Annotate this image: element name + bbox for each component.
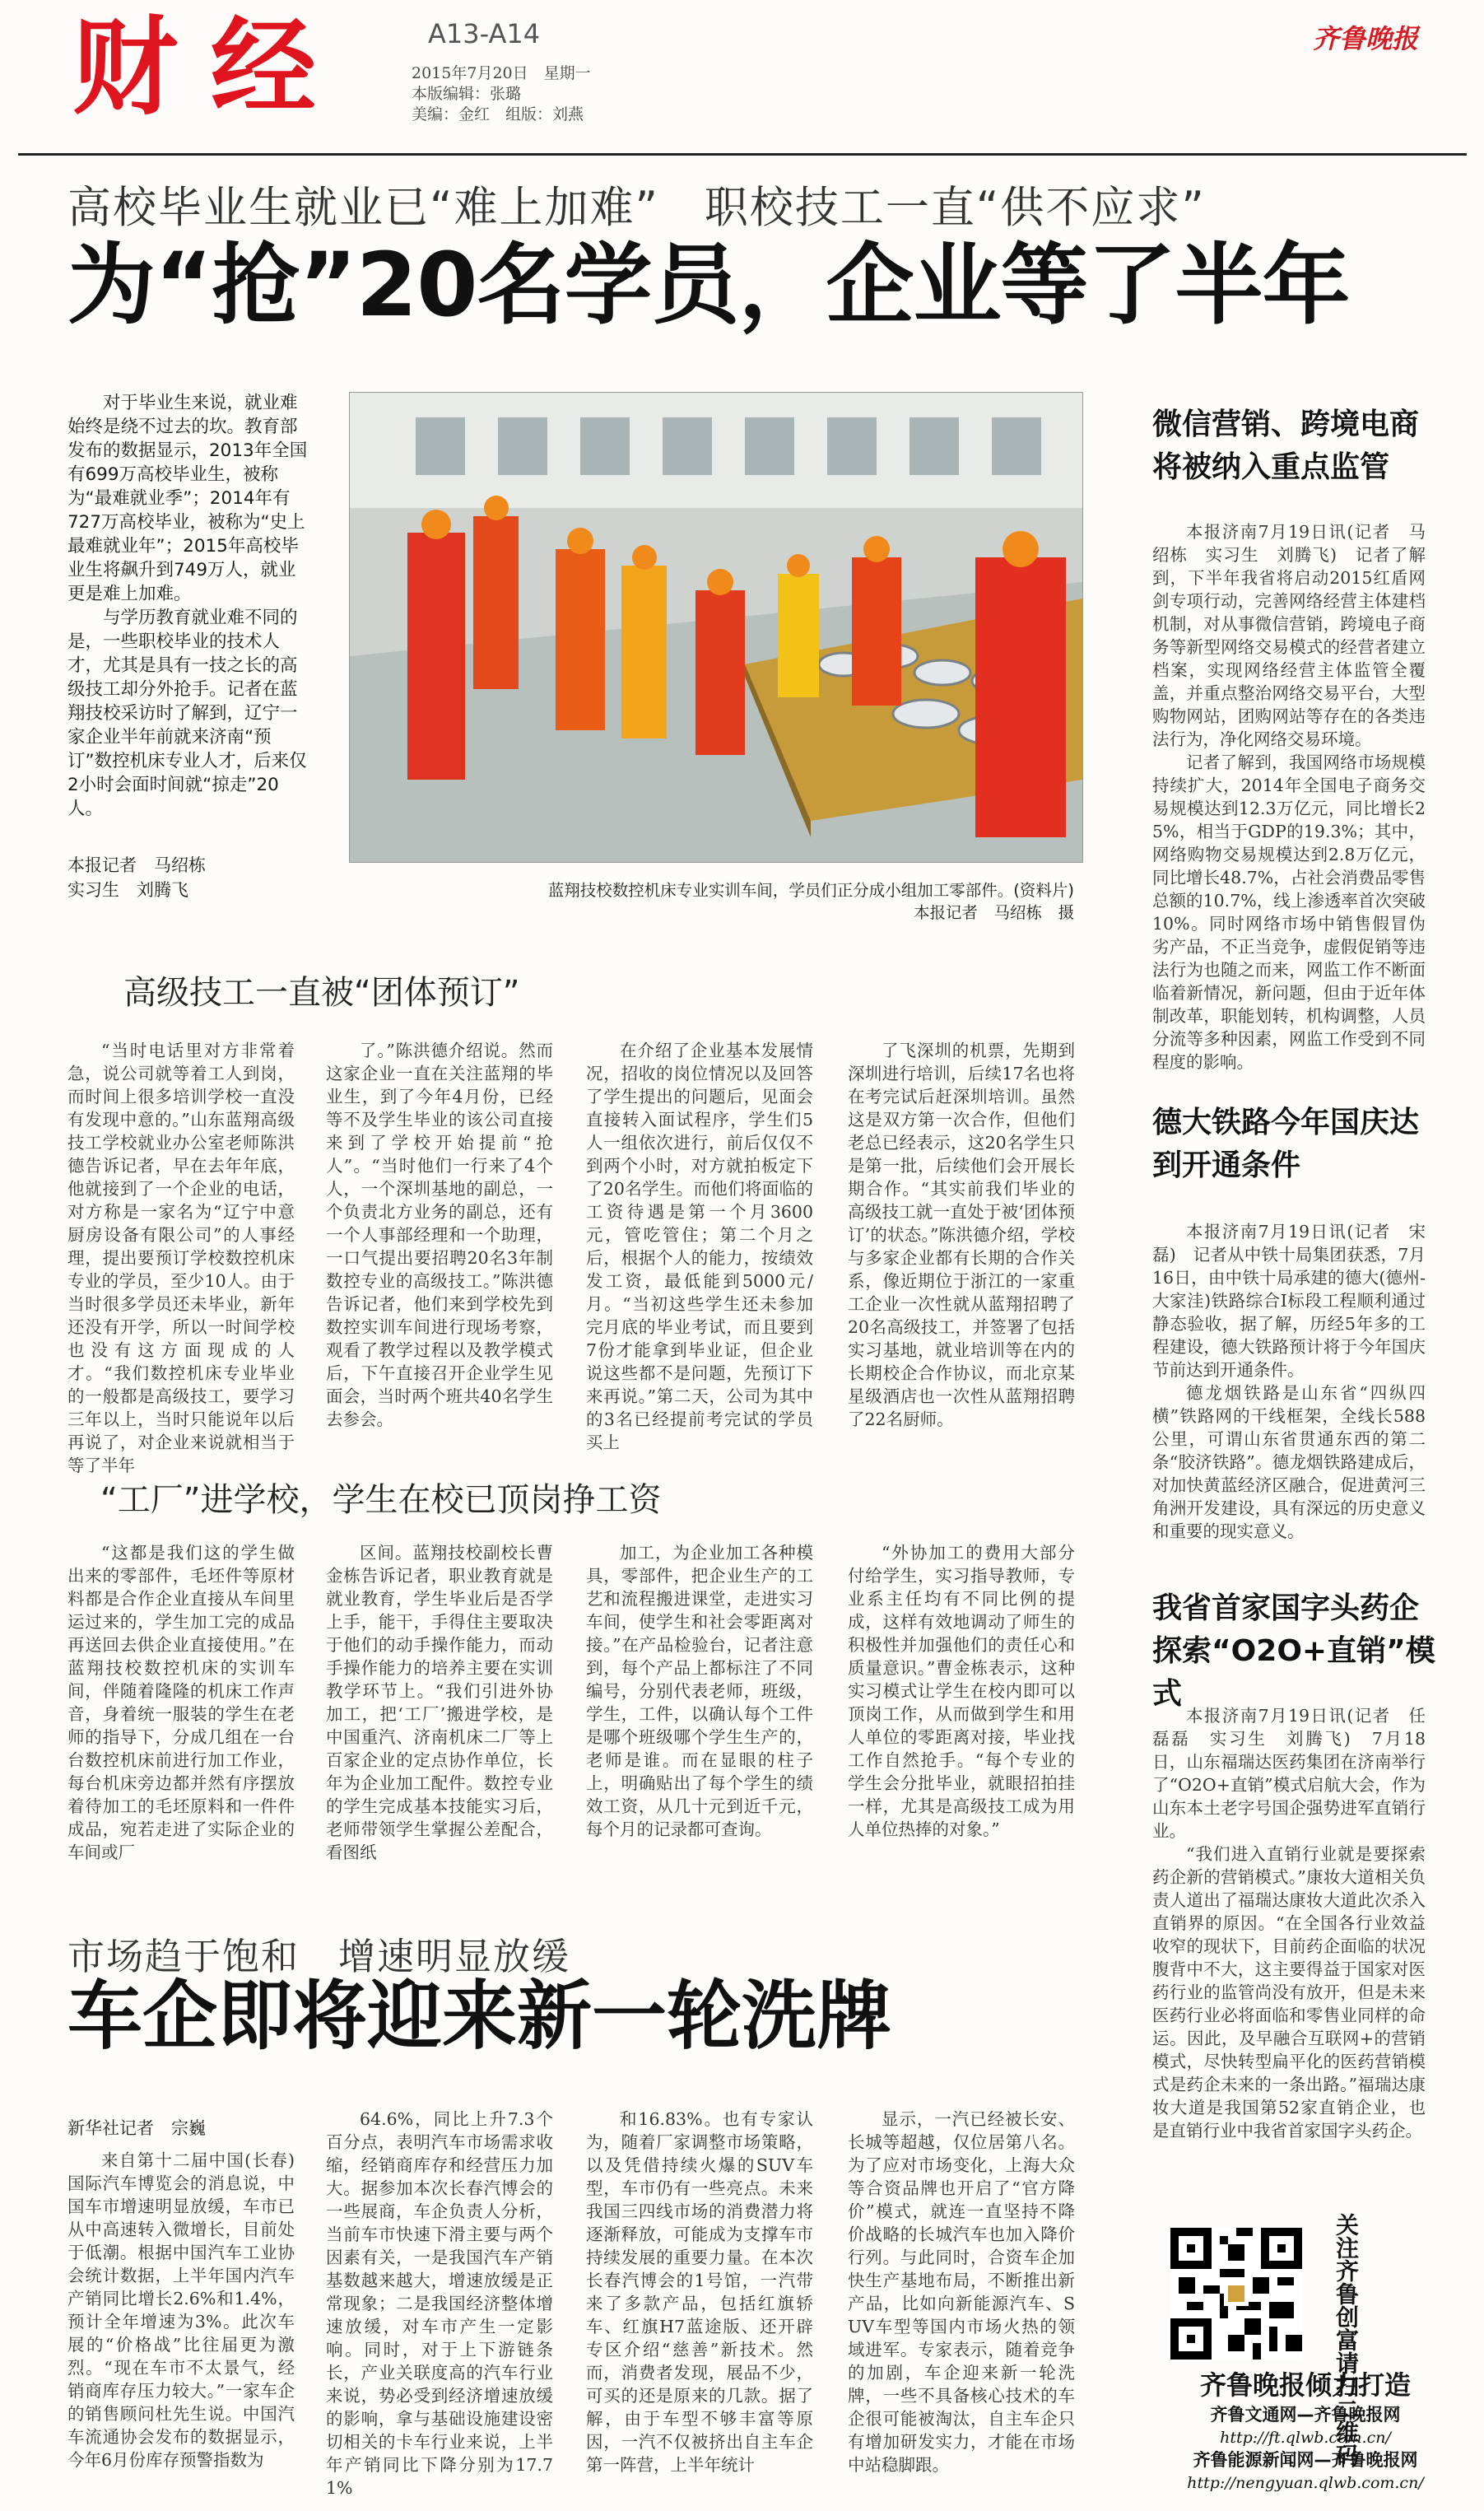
sub2-column — [326, 1541, 553, 1864]
promo-site-2: 齐鲁能源新闻网—齐鲁晚报网 — [1193, 2450, 1418, 2470]
side2-body — [1152, 1220, 1426, 1543]
side1-headline: 微信营销、跨境电商将被纳入重点监管 — [1152, 408, 1420, 484]
design-credit: 美编：金红 组版：刘燕 — [412, 105, 584, 123]
column-text: 了飞深圳的机票，先期到深圳进行培训，后续17名也将在考完试后赶深圳培训。虽然这是双方第一次合作，但他们老总已经表示，这20名学生只是第一批，后续他们会开展长期合作。“其实前我们毕业的高级技工就一直处于被‘团体预订’的状态。”陈洪德介绍，学校与多家企业都有长期的合作关系，像近期位于浙江的一家重工企业一次性就从蓝翔招聘了20名高级技工，并签署了包括实习基地，就业培训等在内的长期校企合作协议，而北京某星级酒店也一次性从蓝翔招聘了22名厨师。 — [848, 1041, 1075, 1429]
promo-tagline: 齐鲁晚报倾力打造 — [1199, 2369, 1411, 2401]
story1-subhead-2: “工厂”进学校，学生在校已顶岗挣工资 — [100, 1481, 662, 1519]
qr-code-icon — [1170, 2228, 1302, 2360]
story1-lead — [67, 391, 308, 821]
story2-kicker: 市场趋于饱和 增速明显放缓 — [67, 1935, 571, 1978]
story2-headline: 车企即将迎来新一轮洗牌 — [67, 1973, 892, 2060]
byline-reporter: 本报记者 马绍栋 — [67, 855, 206, 875]
sub1-column — [586, 1039, 813, 1454]
sub2-column — [67, 1541, 295, 1864]
qr-caption: 关注齐鲁创富请扫二维码 — [1333, 2213, 1360, 2467]
side1-paragraph: 记者了解到，我国网络市场规模持续扩大，2014年全国电子商务交易规模达到12.3万亿元，同比增长25%，相当于GDP的19.3%；其中，网络购物交易规模达到2.8万亿元，同比增长48.7%，占社会消费品零售总额的10.7%，线上渗透率首次突破10%。同时网络市场中销售假冒伪劣产品，不正当竞争，虚假促销等违法行为也随之而来，网监工作不断面临着新情况，新问题，但由于近年体制改革，职能划转，机构调整，人员分流等多种因素，网监工作受到不同程度的影响。 — [1152, 752, 1426, 1072]
sub1-column — [848, 1039, 1075, 1431]
sub2-column — [848, 1541, 1075, 1841]
newspaper-logo: 齐鲁晚报 — [1313, 23, 1419, 54]
side3-paragraph: “我们进入直销行业就是要探索药企新的营销模式。”康妆大道相关负责人道出了福瑞达康妆大道此次杀入直销界的原因。“在全国各行业效益收窄的现状下，目前药企面临的状况腹背中不大，这主要得益于国家对医药行业的监管尚没有放开，但是未来医药行业必将面临和零售业同样的命运。因此，及早融合互联网+的营销模式，尽快转型扁平化的医药营销模式是药企未来的一条出路。”福瑞达康妆大道是我国第52家直销企业，也是直销行业中我省首家国字头药企。 — [1152, 1844, 1426, 2141]
story2-column — [586, 2108, 813, 2476]
workshop-photo — [349, 392, 1083, 863]
lead-paragraph: 与学历教育就业难不同的是，一些职校毕业的技术人才，尤其是具有一技之长的高级技工却分外抢手。记者在蓝翔技校采访时了解到，辽宁一家企业半年前就来济南“预订”数控机床专业人才，后来仅2小时会面时间就“掠走”20人。 — [67, 608, 307, 819]
issue-date: 2015年7月20日 星期一 — [412, 64, 591, 82]
story1-subhead-1: 高级技工一直被“团体预订” — [123, 974, 520, 1012]
side2-headline: 德大铁路今年国庆达到开通条件 — [1152, 1106, 1420, 1182]
column-text: 来自第十二届中国(长春)国际汽车博览会的消息说，中国车市增速明显放缓，车市已从中高速转入微增长，目前处于低潮。根据中国汽车工业协会统计数据，上半年国内汽车产销同比增长2.6%和1.4%，预计全年增速为3%。此次车展的“价格战”比往届更为激烈。“现在车市不太景气，经销商库存压力较大。”一家车企的销售顾问杜先生说。中国汽车流通协会发布的数据显示，今年6月份库存预警指数为 — [67, 2150, 295, 2470]
lead-paragraph: 对于毕业生来说，就业难始终是绕不过去的坎。教育部发布的数据显示，2013年全国有699万高校毕业生，被称为“最难就业季”；2014年有727万高校毕业，被称为“史上最难就业年”；2015年高校毕业生将飙升到749万人，就业更是难上加难。 — [67, 393, 308, 604]
sub1-column — [67, 1039, 295, 1477]
column-text: 显示，一汽已经被长安、长城等超越，仅位居第八名。为了应对市场变化，上海大众等合资品牌也开启了“官方降价”模式，就连一直坚持不降价战略的长城汽车也加入降价行列。与此同时，合资车企加快生产基地布局，不断推出新产品，比如向新能源汽车、SUV车型等国内市场火热的领域进军。专家表示，随着竞争的加剧，车企迎来新一轮洗牌，一些不具备核心技术的车企很可能被淘汰，自主车企只有增加研发实力，才能在市场中站稳脚跟。 — [848, 2109, 1075, 2475]
section-title — [72, 7, 352, 129]
story1-headline: 为“抢”20名学员，企业等了半年 — [67, 235, 1350, 337]
byline-intern: 实习生 刘腾飞 — [67, 880, 188, 900]
column-text: 和16.83%。也有专家认为，随着厂家调整市场策略，以及凭借持续火爆的SUV车型，车市仍有一些亮点。未来我国三四线市场的消费潜力将逐渐释放，可能成为支撑车市持续发展的重要力量。在本次长春汽博会的1号馆，一汽带来了多款产品，包括红旗轿车、红旗H7蓝途版、还开辟专区介绍“慈善”新技术。然而，消费者发现，展品不少，可买的还是原来的几款。据了解，由于车型不够丰富等原因，一汽不仅被挤出自主车企第一阵营，上半年统计 — [586, 2109, 813, 2475]
photo-credit: 本报记者 马绍栋 摄 — [913, 903, 1074, 922]
side1-body — [1152, 520, 1426, 1074]
section-title-char: 经 — [211, 7, 312, 129]
column-text: “当时电话里对方非常着急，说公司就等着工人到岗，而时间上很多培训学校一直没有发现中意的。”山东蓝翔高级技工学校就业办公室老师陈洪德告诉记者，早在去年年底，他就接到了一个企业的电话，对方称是一家名为“辽宁中意厨房设备有限公司”的人事经理，提出要预订学校数控机床专业的学员，至少10人。由于当时很多学员还未毕业，新年还没有开学，所以一时间学校也没有这方面现成的人才。“我们数控机床专业毕业的一般都是高级技工，要学习三年以上，当时只能说年以后再说了，对企业来说就相当于等了半年 — [67, 1041, 295, 1475]
column-text: 64.6%，同比上升7.3个百分点，表明汽车市场需求收缩，经销商库存和经营压力加大。据参加本次长春汽博会的一些展商，车企负责人分析，当前车市快速下滑主要与两个因素有关，一是我国汽车产销基数越来越大，增速放缓是正常现象；二是我国经济整体增速放缓，对车市产生一定影响。同时，对于上下游链条长，产业关联度高的汽车行业来说，势必受到经济增速放缓的影响，拿与基础设施建设密切相关的卡车行业来说，上半年产销同比下降分别为17.71% — [326, 2109, 553, 2498]
story2-byline: 新华社记者 宗巍 — [67, 2118, 206, 2138]
column-text: 加工，为企业加工各种模具，零部件，把企业生产的工艺和流程搬进课堂，走进实习车间，使学生和社会零距离对接。”在产品检验台，记者注意到，每个产品上都标注了不同编号，分别代表老师，班级，学生，工件，以确认每个工件是哪个班级哪个学生生产的，老师是谁。而在显眼的柱子上，明确贴出了每个学生的绩效工资，从几十元到近千元，每个月的记录都可查询。 — [586, 1543, 813, 1839]
page-numbers: A13-A14 — [428, 18, 541, 49]
workshop-photo-art — [350, 393, 1082, 862]
column-text: 区间。蓝翔技校副校长曹金栋告诉记者，职业教育就是就业教育，学生毕业后是否学上手，能干，手得住主要取决于他们的动手操作能力，而动手操作能力的培养主要在实训教学环节上。“我们引进外协加工，把‘工厂’搬进学校，是中国重汽、济南机床二厂等上百家企业的定点协作单位，长年为企业加工配件。数控专业的学生完成基本技能实习后，老师带领学生掌握公差配合，看图纸 — [326, 1543, 553, 1862]
sub1-column — [326, 1039, 553, 1431]
side3-body — [1152, 1704, 1426, 2142]
side3-paragraph: 本报济南7月19日讯(记者 任磊磊 实习生 刘腾飞) 7月18日，山东福瑞达医药集团在济南举行了“O2O+直销”模式启航大会，作为山东本土老字号国企强势进军直销行业。 — [1152, 1706, 1426, 1841]
editor-credit: 本版编辑：张璐 — [412, 85, 522, 103]
photo-caption-text: 蓝翔技校数控机床专业实训车间，学员们正分成小组加工零部件。(资料片) — [547, 881, 1074, 900]
story2-column — [326, 2108, 553, 2499]
column-text: 了。”陈洪德介绍说。然而这家企业一直在关注蓝翔的毕业生，到了今年4月份，已经等不及学生毕业的该公司直接来到了学校开始提前“抢人”。“当时他们一行来了4个人，一个深圳基地的副总，一个负责北方业务的副总，还有一个人事部经理和一个助理，一口气提出要招聘20名3年制数控专业的高级技工。”陈洪德告诉记者，他们来到学校先到数控实训车间进行现场考察，观看了教学过程以及教学模式后，下午直接召开企业学生见面会，当时两个班共40名学生去参会。 — [326, 1041, 553, 1429]
side3-headline: 我省首家国字头药企探索“O2O+直销”模式 — [1152, 1591, 1435, 1711]
side2-paragraph: 本报济南7月19日讯(记者 宋磊) 记者从中铁十局集团获悉，7月16日，由中铁十局承建的德大(德州-大家洼)铁路综合Ⅰ标段工程顺利通过静态验收，据了解，历经5年多的工程建设，德大铁路预计将于今年国庆节前达到开通条件。 — [1152, 1222, 1426, 1380]
promo-url-1[interactable]: http://ft.qlwb.com.cn/ — [1220, 2429, 1391, 2447]
story1-byline — [67, 853, 206, 902]
promo-site-1: 齐鲁文通网—齐鲁晚报网 — [1210, 2405, 1401, 2425]
promo-block — [1149, 2367, 1462, 2494]
promo-url-2[interactable]: http://nengyuan.qlwb.com.cn/ — [1187, 2474, 1424, 2492]
column-text: 在介绍了企业基本发展情况，招收的岗位情况以及回答了学生提出的问题后，见面会直接转入面试程序，学生们5人一组依次进行，前后仅仅不到两个小时，对方就拍板定下了20名学生。而他们将面临的工资待遇是第一个月3600元，管吃管住；第二个月之后，根据个人的能力，按绩效发工资，最低能到5000元/月。“当初这些学生还未参加完月底的毕业考试，而且要到7份才能拿到毕业证，但企业说这些都不是问题，先预订下来再说。”第二天，公司为其中的3名已经提前考完试的学员买上 — [586, 1041, 813, 1452]
masthead-rule — [18, 153, 1467, 156]
sub2-column — [586, 1541, 813, 1841]
side2-paragraph: 德龙烟铁路是山东省“四纵四横”铁路网的干线框架，全线长588公里，可谓山东省贯通东西的第二条“胶济铁路”。德龙烟铁路建成后，对加快黄蓝经济区融合，促进黄河三角洲开发建设，具有深远的历史意义和重要的现实意义。 — [1152, 1383, 1426, 1541]
column-text: “这都是我们这的学生做出来的零部件，毛坯件等原材料都是合作企业直接从车间里运过来的，学生加工完的成品再送回去供企业直接使用。”在蓝翔技校数控机床的实训车间，伴随着隆隆的机床工作声音，身着统一服装的学生在老师的指导下，分成几组在一台台数控机床前进行加工作业，每台机床旁边都并然有序摆放着待加工的毛坯原料和一件件成品，宛若走进了实际企业的车间或厂 — [67, 1543, 295, 1862]
photo-caption — [494, 879, 1074, 924]
story2-column — [848, 2108, 1075, 2476]
column-text: “外协加工的费用大部分付给学生，实习指导教师，专业系主任均有不同比例的提成，这样有效地调动了师生的积极性并加强他们的责任心和质量意识。”曹金栋表示，这种实习模式让学生在校内即可以顶岗工作，从而做到学生和用人单位的零距离对接，毕业找工作自然抢手。“每个专业的学生会分批毕业，就眼招拍挂一样，尤其是高级技工成为用人单位热捧的对象。” — [848, 1543, 1075, 1839]
story1-kicker: 高校毕业生就业已“难上加难” 职校技工一直“供不应求” — [67, 183, 1206, 233]
qr-code[interactable] — [1170, 2228, 1302, 2360]
story2-column — [67, 2149, 295, 2471]
section-title-char: 财 — [72, 7, 174, 129]
side1-paragraph: 本报济南7月19日讯(记者 马绍栋 实习生 刘腾飞) 记者了解到，下半年我省将启动2015红盾网剑专项行动，完善网络经营主体建档机制，对从事微信营销，跨境电子商务等新型网络交易模式的经营者建立档案，实现网络经营主体监管全覆盖，并重点整治网络交易平台，大型购物网站，团购网站等存在的各类违法行为，净化网络交易环境。 — [1152, 522, 1426, 749]
